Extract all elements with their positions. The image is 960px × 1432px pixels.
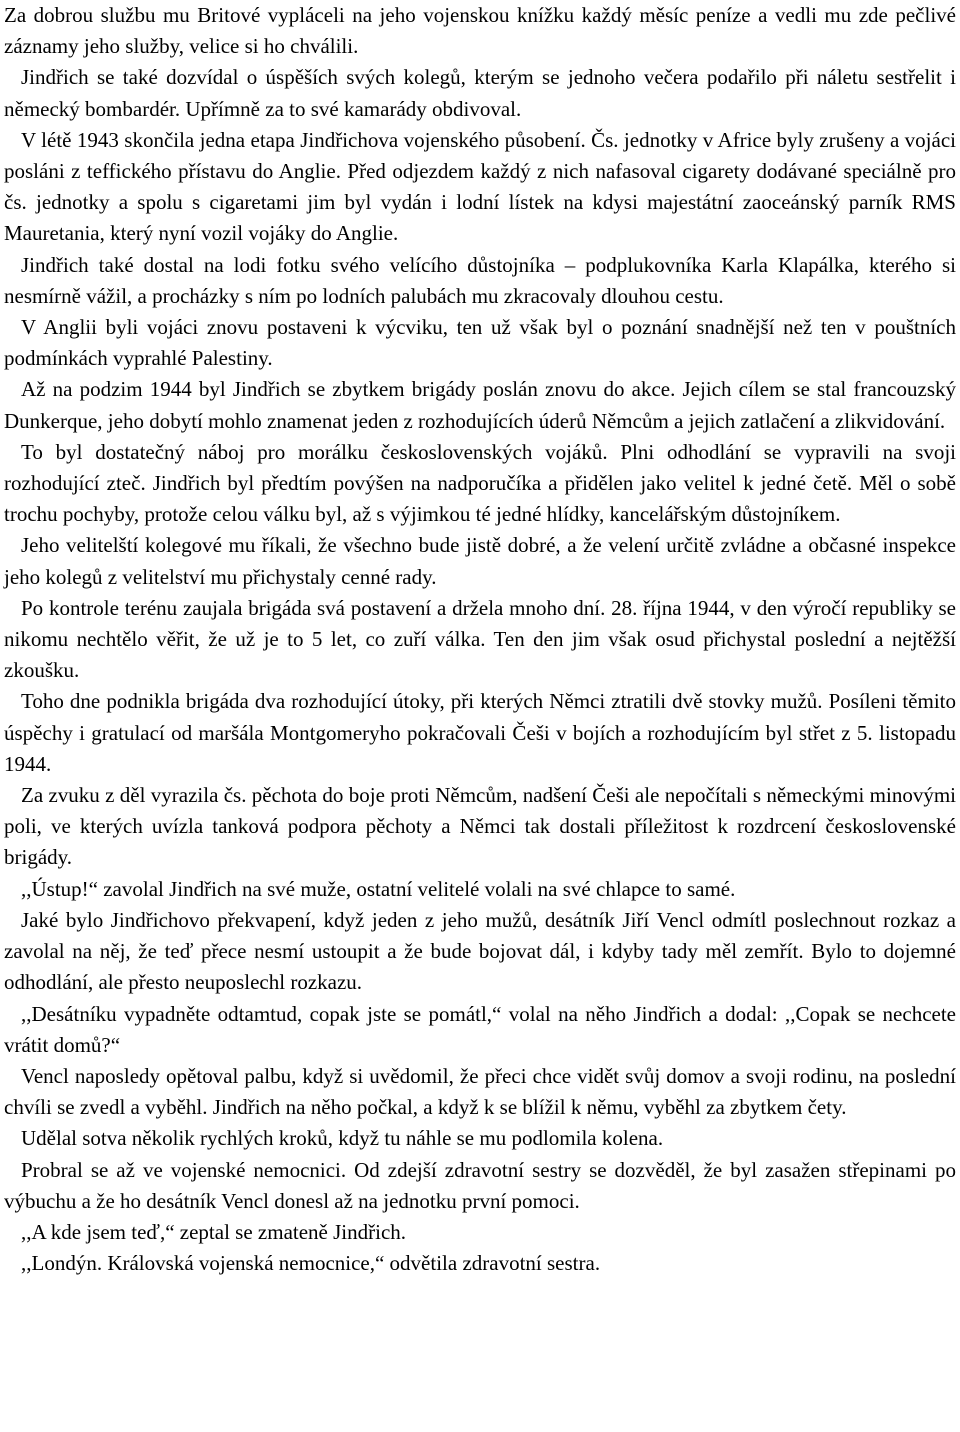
paragraph-6: Až na podzim 1944 byl Jindřich se zbytkem brigády poslán znovu do akce. Jejich cílem se stal francouzský Dunkerque, jeho dobytí mohlo znamenat jeden z rozhodujících úderů Němcům a jejich zatlačení a zlikvidování. xyxy=(4,377,956,433)
paragraph-12: ,,Ústup!“ zavolal Jindřich na své muže, ostatní velitelé volali na své chlapce to samé. xyxy=(21,876,736,901)
paragraph-7: To byl dostatečný náboj pro morálku československých vojáků. Plni odhodlání se vypravili na svoji rozhodující zteč. Jindřich byl předtím povýšen na nadporučíka a přidělen jako velitel k jedné četě. Měl o sobě trochu pochyby, protože celou válku byl, až s výjimkou té jedné hlídky, kancelářským důstojníkem. xyxy=(4,439,956,527)
paragraph-9: Po kontrole terénu zaujala brigáda svá postavení a držela mnoho dní. 28. října 1944, v den výročí republiky se nikomu nechtělo věřit, že už je to 5 let, co zuří válka. Ten den jim však osud přichystal poslední a nejtěžší zkoušku. xyxy=(4,595,956,683)
paragraph-1: Za dobrou službu mu Britové vypláceli na jeho vojenskou knížku každý měsíc peníze a vedli mu zde pečlivé záznamy jeho služby, velice si ho chválili. xyxy=(4,3,956,59)
paragraph-3: V létě 1943 skončila jedna etapa Jindřichova vojenského působení. Čs. jednotky v Africe byly zrušeny a vojáci posláni z teffického přístavu do Anglie. Před odjezdem každý z nich nafasoval cigarety dodávané speciálně pro čs. jednotky a spolu s cigaretami jim byl vydán i lodní lístek na kdysi majestátní zaoceánský parník RMS Mauretania, který nyní vozil vojáky do Anglie. xyxy=(4,127,956,246)
paragraph-16: Udělal sotva několik rychlých kroků, když tu náhle se mu podlomila kolena. xyxy=(21,1126,664,1151)
document-page xyxy=(4,0,956,1279)
paragraph-8: Jeho velitelští kolegové mu říkali, že všechno bude jistě dobré, a že velení určitě zvládne a občasné inspekce jeho kolegů z velitelství mu přichystaly cenné rady. xyxy=(4,533,956,589)
paragraph-15: Vencl naposledy opětoval palbu, když si uvědomil, že přeci chce vidět svůj domov a svoji rodinu, na poslední chvíli se zvedl a vyběhl. Jindřich na něho počkal, a když k se blížil k němu, vyběhl za zbytkem čety. xyxy=(4,1063,956,1120)
paragraph-18: ,,A kde jsem teď,“ zeptal se zmateně Jindřich. xyxy=(21,1219,407,1244)
paragraph-13: Jaké bylo Jindřichovo překvapení, když jeden z jeho mužů, desátník Jiří Vencl odmítl poslechnout rozkaz a zavolal na něj, že teď přece nesmí ustoupit a že bude bojovat dál, i kdyby tady měl zemřít. Bylo to dojemné odhodlání, ale přesto neuposlechl rozkazu. xyxy=(4,907,956,995)
paragraph-2: Jindřich se také dozvídal o úspěších svých kolegů, kterým se jednoho večera podařilo při náletu sestřelit i německý bombardér. Upřímně za to své kamarády obdivoval. xyxy=(4,65,956,121)
paragraph-14: ,,Desátníku vypadněte odtamtud, copak jste se pomátl,“ volal na něho Jindřich a dodal: ,,Copak se nechcete vrátit domů?“ xyxy=(4,1001,956,1057)
paragraph-5: V Anglii byli vojáci znovu postaveni k výcviku, ten už však byl o poznání snadnější než ten v pouštních podmínkách vyprahlé Palestiny. xyxy=(4,315,956,371)
paragraph-10: Toho dne podnikla brigáda dva rozhodující útoky, při kterých Němci ztratili dvě stovky mužů. Posíleni těmito úspěchy i gratulací od maršála Montgomeryho pokračovali Češi v bojích a rozhodujícím byl střet z 5. listopadu 1944. xyxy=(4,689,956,776)
paragraph-19: ,,Londýn. Královská vojenská nemocnice,“ odvětila zdravotní sestra. xyxy=(21,1251,601,1276)
paragraph-4: Jindřich také dostal na lodi fotku svého velícího důstojníka – podplukovníka Karla Klapálka, kterého si nesmírně vážil, a procházky s ním po lodních palubách mu zkracovaly dlouhou cestu. xyxy=(4,252,956,308)
paragraph-11: Za zvuku z děl vyrazila čs. pěchota do boje proti Němcům, nadšení Češi ale nepočítali s německými minovými poli, ve kterých uvízla tanková podpora pěchoty a Němci tak dostali příležitost k rozdrcení československé brigády. xyxy=(4,783,956,870)
paragraph-17: Probral se až ve vojenské nemocnici. Od zdejší zdravotní sestry se dozvěděl, že byl zasažen střepinami po výbuchu a že ho desátník Vencl donesl až na jednotku první pomoci. xyxy=(4,1157,956,1213)
